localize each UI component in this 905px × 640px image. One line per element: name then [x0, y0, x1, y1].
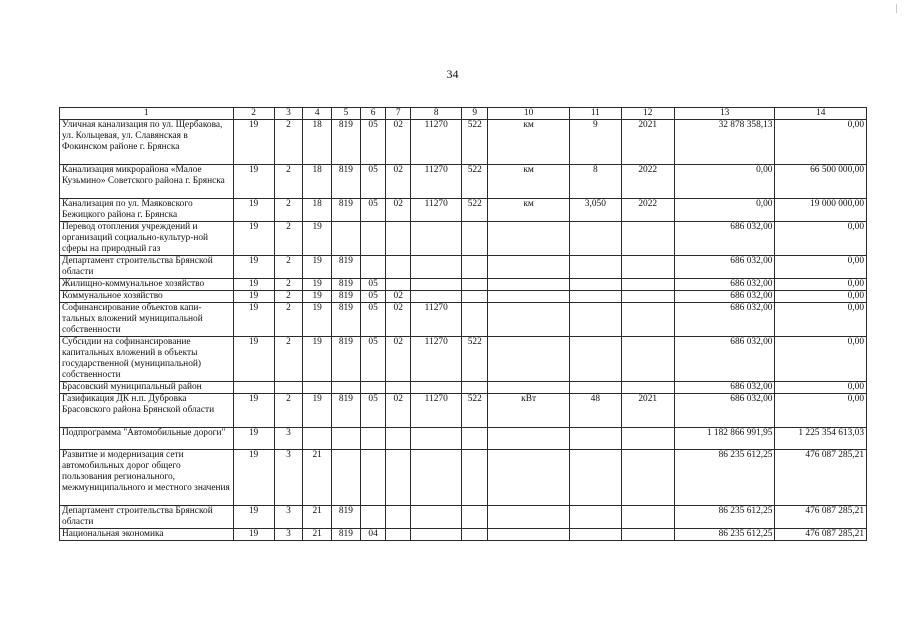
table-cell: 19	[233, 279, 274, 291]
table-cell: 02	[386, 120, 411, 165]
table-cell: км	[488, 165, 570, 199]
table-cell: 19	[303, 222, 332, 256]
table-cell	[488, 382, 570, 394]
table-cell: 0,00	[775, 279, 867, 291]
table-cell	[411, 256, 462, 279]
table-cell	[332, 450, 361, 506]
table-cell: 19	[233, 291, 274, 303]
table-cell: 819	[332, 165, 361, 199]
table-cell	[570, 222, 621, 256]
row-name-cell: Субсидии на софинансирование капитальных вложений в объекты государственной (муниципальной) собственности	[60, 337, 234, 382]
row-name-cell: Департамент строительства Брянской области	[60, 506, 234, 529]
table-cell: 05	[360, 291, 386, 303]
table-cell: 2021	[621, 394, 674, 428]
table-cell: 11270	[411, 165, 462, 199]
table-cell: 522	[462, 337, 488, 382]
table-cell	[488, 337, 570, 382]
table-cell	[488, 291, 570, 303]
table-cell	[274, 382, 303, 394]
table-cell: 19	[233, 529, 274, 541]
table-cell	[570, 529, 621, 541]
table-cell: 2	[274, 256, 303, 279]
table-cell	[621, 337, 674, 382]
table-cell	[462, 428, 488, 450]
table-cell: 686 032,00	[674, 256, 775, 279]
table-cell	[621, 506, 674, 529]
table-cell: 0,00	[775, 303, 867, 337]
row-name-cell: Подпрограмма "Автомобильные дороги"	[60, 428, 234, 450]
row-name-cell: Канализация микрорайона «Малое Кузьмино» Советского района г. Брянска	[60, 165, 234, 199]
table-cell: 476 087 285,21	[775, 529, 867, 541]
table-cell: 476 087 285,21	[775, 450, 867, 506]
table-row	[60, 450, 867, 506]
table-cell: 19	[233, 450, 274, 506]
table-cell	[386, 382, 411, 394]
table-cell: 0,00	[775, 120, 867, 165]
table-cell	[570, 382, 621, 394]
table-cell	[462, 256, 488, 279]
table-cell: 19	[303, 394, 332, 428]
table-cell: 19	[233, 222, 274, 256]
table-cell: 19	[233, 165, 274, 199]
table-cell	[360, 256, 386, 279]
table-row	[60, 222, 867, 256]
header-cell: 1	[60, 108, 234, 120]
table-cell: 819	[332, 120, 361, 165]
table-row	[60, 337, 867, 382]
table-cell	[570, 506, 621, 529]
table-cell	[621, 291, 674, 303]
row-name-cell: Коммунальное хозяйство	[60, 291, 234, 303]
table-row	[60, 394, 867, 428]
table-cell: 686 032,00	[674, 291, 775, 303]
row-name-cell: Газификация ДК н.п. Дубровка Брасовского района Брянской области	[60, 394, 234, 428]
table-cell: 05	[360, 199, 386, 222]
table-cell: 819	[332, 303, 361, 337]
table-cell	[360, 506, 386, 529]
table-cell	[462, 382, 488, 394]
table-cell	[411, 428, 462, 450]
table-cell	[570, 279, 621, 291]
header-cell: 7	[386, 108, 411, 120]
table-cell: км	[488, 199, 570, 222]
table-cell: 9	[570, 120, 621, 165]
table-cell: 0,00	[775, 256, 867, 279]
table-cell: 2	[274, 279, 303, 291]
table-cell	[386, 529, 411, 541]
table-row	[60, 165, 867, 199]
row-name-cell: Национальная экономика	[60, 529, 234, 541]
table-cell	[411, 450, 462, 506]
table-cell: 05	[360, 120, 386, 165]
table-cell: 86 235 612,25	[674, 529, 775, 541]
table-cell: кВт	[488, 394, 570, 428]
table-cell	[386, 428, 411, 450]
table-row	[60, 291, 867, 303]
header-cell: 5	[332, 108, 361, 120]
table-row	[60, 382, 867, 394]
table-cell: 05	[360, 303, 386, 337]
table-cell	[303, 428, 332, 450]
table-cell: 02	[386, 165, 411, 199]
table-cell: 19	[233, 303, 274, 337]
header-cell: 8	[411, 108, 462, 120]
table-cell: 819	[332, 256, 361, 279]
table-cell: 19 000 000,00	[775, 199, 867, 222]
table-cell	[621, 382, 674, 394]
table-cell	[570, 337, 621, 382]
table-cell: 19	[233, 428, 274, 450]
header-cell: 4	[303, 108, 332, 120]
table-cell: 2	[274, 120, 303, 165]
table-cell: 66 500 000,00	[775, 165, 867, 199]
table-cell	[360, 222, 386, 256]
table-cell	[570, 428, 621, 450]
table-cell	[332, 222, 361, 256]
row-name-cell: Уличная канализация по ул. Щербакова, ул. Кольцевая, ул. Славянская в Фокинском районе г. Брянска	[60, 120, 234, 165]
table-cell: 05	[360, 394, 386, 428]
table-cell: 0,00	[674, 165, 775, 199]
table-cell: 522	[462, 394, 488, 428]
table-cell: 18	[303, 165, 332, 199]
table-cell: 02	[386, 337, 411, 382]
table-cell: 21	[303, 529, 332, 541]
table-cell: 19	[303, 279, 332, 291]
table-cell	[570, 450, 621, 506]
corner-mark	[896, 4, 897, 13]
table-cell: 2022	[621, 199, 674, 222]
table-cell: 19	[303, 303, 332, 337]
table-cell: 05	[360, 337, 386, 382]
table-cell: 0,00	[775, 337, 867, 382]
table-cell	[386, 450, 411, 506]
table-cell	[332, 382, 361, 394]
table-cell	[411, 382, 462, 394]
table-cell: 02	[386, 394, 411, 428]
table-cell	[332, 428, 361, 450]
row-name-cell: Жилищно-коммунальное хозяйство	[60, 279, 234, 291]
table-cell: 21	[303, 506, 332, 529]
table-cell: 3,050	[570, 199, 621, 222]
table-cell: 0,00	[775, 291, 867, 303]
table-cell: 0,00	[775, 394, 867, 428]
table-cell: 0,00	[775, 222, 867, 256]
table-cell: 0,00	[775, 382, 867, 394]
table-cell	[488, 222, 570, 256]
table-cell	[462, 303, 488, 337]
table-cell: 11270	[411, 199, 462, 222]
table-cell	[462, 291, 488, 303]
row-name-cell: Канализация по ул. Маяковского Бежицкого района г. Брянска	[60, 199, 234, 222]
table-cell: 11270	[411, 394, 462, 428]
table-row	[60, 506, 867, 529]
table-cell: 686 032,00	[674, 303, 775, 337]
table-cell	[462, 506, 488, 529]
table-cell	[621, 256, 674, 279]
table-cell	[462, 222, 488, 256]
table-cell: 3	[274, 506, 303, 529]
table-cell: 86 235 612,25	[674, 450, 775, 506]
table-cell: 2022	[621, 165, 674, 199]
table-cell	[488, 529, 570, 541]
table-cell	[360, 382, 386, 394]
table-row	[60, 303, 867, 337]
table-cell: 2	[274, 337, 303, 382]
table-row	[60, 199, 867, 222]
table-cell: 19	[233, 199, 274, 222]
table-cell: 21	[303, 450, 332, 506]
table-row	[60, 120, 867, 165]
table-cell: 18	[303, 120, 332, 165]
header-cell: 11	[570, 108, 621, 120]
table-row	[60, 256, 867, 279]
table-cell: 2021	[621, 120, 674, 165]
table-cell: 19	[303, 291, 332, 303]
header-cell: 13	[674, 108, 775, 120]
header-cell: 6	[360, 108, 386, 120]
table-cell	[621, 428, 674, 450]
table-cell: 04	[360, 529, 386, 541]
table-cell: 3	[274, 529, 303, 541]
table-cell: 686 032,00	[674, 382, 775, 394]
table-cell: 19	[233, 120, 274, 165]
table-cell: 2	[274, 222, 303, 256]
table-cell: 819	[332, 279, 361, 291]
table-cell	[233, 382, 274, 394]
table-cell: 476 087 285,21	[775, 506, 867, 529]
row-name-cell: Брасовский муниципальный район	[60, 382, 234, 394]
row-name-cell: Департамент строительства Брянской области	[60, 256, 234, 279]
table-cell: 18	[303, 199, 332, 222]
row-name-cell: Софинансирование объектов капи-тальных вложений муниципальной собственности	[60, 303, 234, 337]
table-cell: 48	[570, 394, 621, 428]
budget-table	[59, 107, 867, 541]
row-name-cell: Развитие и модернизация сети автомобильных дорог общего пользования регионального, межмуниципального и местного значения	[60, 450, 234, 506]
table-cell	[570, 256, 621, 279]
table-cell	[488, 256, 570, 279]
table-cell: 522	[462, 199, 488, 222]
table-cell: 819	[332, 291, 361, 303]
table-cell	[386, 506, 411, 529]
table-cell	[386, 256, 411, 279]
table-cell: 686 032,00	[674, 222, 775, 256]
table-cell	[488, 279, 570, 291]
table-cell: 8	[570, 165, 621, 199]
header-cell: 10	[488, 108, 570, 120]
table-cell: 3	[274, 428, 303, 450]
table-cell: 2	[274, 165, 303, 199]
table-cell	[570, 303, 621, 337]
table-cell: 2	[274, 394, 303, 428]
table-cell: 11270	[411, 303, 462, 337]
table-cell	[462, 450, 488, 506]
table-cell	[621, 279, 674, 291]
table-cell: 819	[332, 394, 361, 428]
header-row	[60, 108, 867, 120]
table-cell: 1 182 866 991,95	[674, 428, 775, 450]
header-cell: 12	[621, 108, 674, 120]
table-cell: 19	[233, 394, 274, 428]
header-cell: 9	[462, 108, 488, 120]
table-cell: 05	[360, 165, 386, 199]
table-cell	[621, 529, 674, 541]
page-number: 34	[446, 67, 459, 81]
table-cell: 819	[332, 506, 361, 529]
table-cell: 19	[233, 506, 274, 529]
table-cell	[488, 428, 570, 450]
table-row	[60, 279, 867, 291]
header-cell: 2	[233, 108, 274, 120]
table-cell: 86 235 612,25	[674, 506, 775, 529]
table-cell	[621, 303, 674, 337]
table-row	[60, 428, 867, 450]
table-cell: 819	[332, 529, 361, 541]
table-cell	[488, 303, 570, 337]
table-cell: 819	[332, 199, 361, 222]
table-cell	[488, 450, 570, 506]
header-cell: 3	[274, 108, 303, 120]
table-cell	[360, 450, 386, 506]
table-cell	[462, 279, 488, 291]
table-cell: 2	[274, 303, 303, 337]
table-cell: 11270	[411, 120, 462, 165]
table-cell: 0,00	[674, 199, 775, 222]
table-cell	[411, 506, 462, 529]
table-cell: км	[488, 120, 570, 165]
table-cell: 686 032,00	[674, 337, 775, 382]
table-cell: 522	[462, 120, 488, 165]
table-cell	[411, 291, 462, 303]
table-cell: 02	[386, 291, 411, 303]
table-cell	[411, 529, 462, 541]
table-cell: 2	[274, 291, 303, 303]
table-cell: 02	[386, 303, 411, 337]
table-cell: 19	[303, 256, 332, 279]
table-cell: 11270	[411, 337, 462, 382]
table-cell	[570, 291, 621, 303]
table-cell: 1 225 354 613,03	[775, 428, 867, 450]
table-cell	[303, 382, 332, 394]
table-cell: 522	[462, 165, 488, 199]
table-cell: 19	[303, 337, 332, 382]
table-cell: 19	[233, 337, 274, 382]
table-cell	[462, 529, 488, 541]
row-name-cell: Перевод отопления учреждений и организаций социально-культур-ной сферы на природный газ	[60, 222, 234, 256]
table-cell: 05	[360, 279, 386, 291]
table-cell	[386, 279, 411, 291]
table-cell	[386, 222, 411, 256]
table-cell: 3	[274, 450, 303, 506]
table-cell	[360, 428, 386, 450]
table-cell: 2	[274, 199, 303, 222]
table-cell: 686 032,00	[674, 394, 775, 428]
header-cell: 14	[775, 108, 867, 120]
table-cell	[621, 450, 674, 506]
table-cell	[411, 279, 462, 291]
table-cell: 32 878 358,13	[674, 120, 775, 165]
table-cell	[621, 222, 674, 256]
table-cell: 686 032,00	[674, 279, 775, 291]
table-cell: 819	[332, 337, 361, 382]
table-cell	[411, 222, 462, 256]
table-cell	[488, 506, 570, 529]
table-cell: 19	[233, 256, 274, 279]
table-row	[60, 529, 867, 541]
table-cell: 02	[386, 199, 411, 222]
